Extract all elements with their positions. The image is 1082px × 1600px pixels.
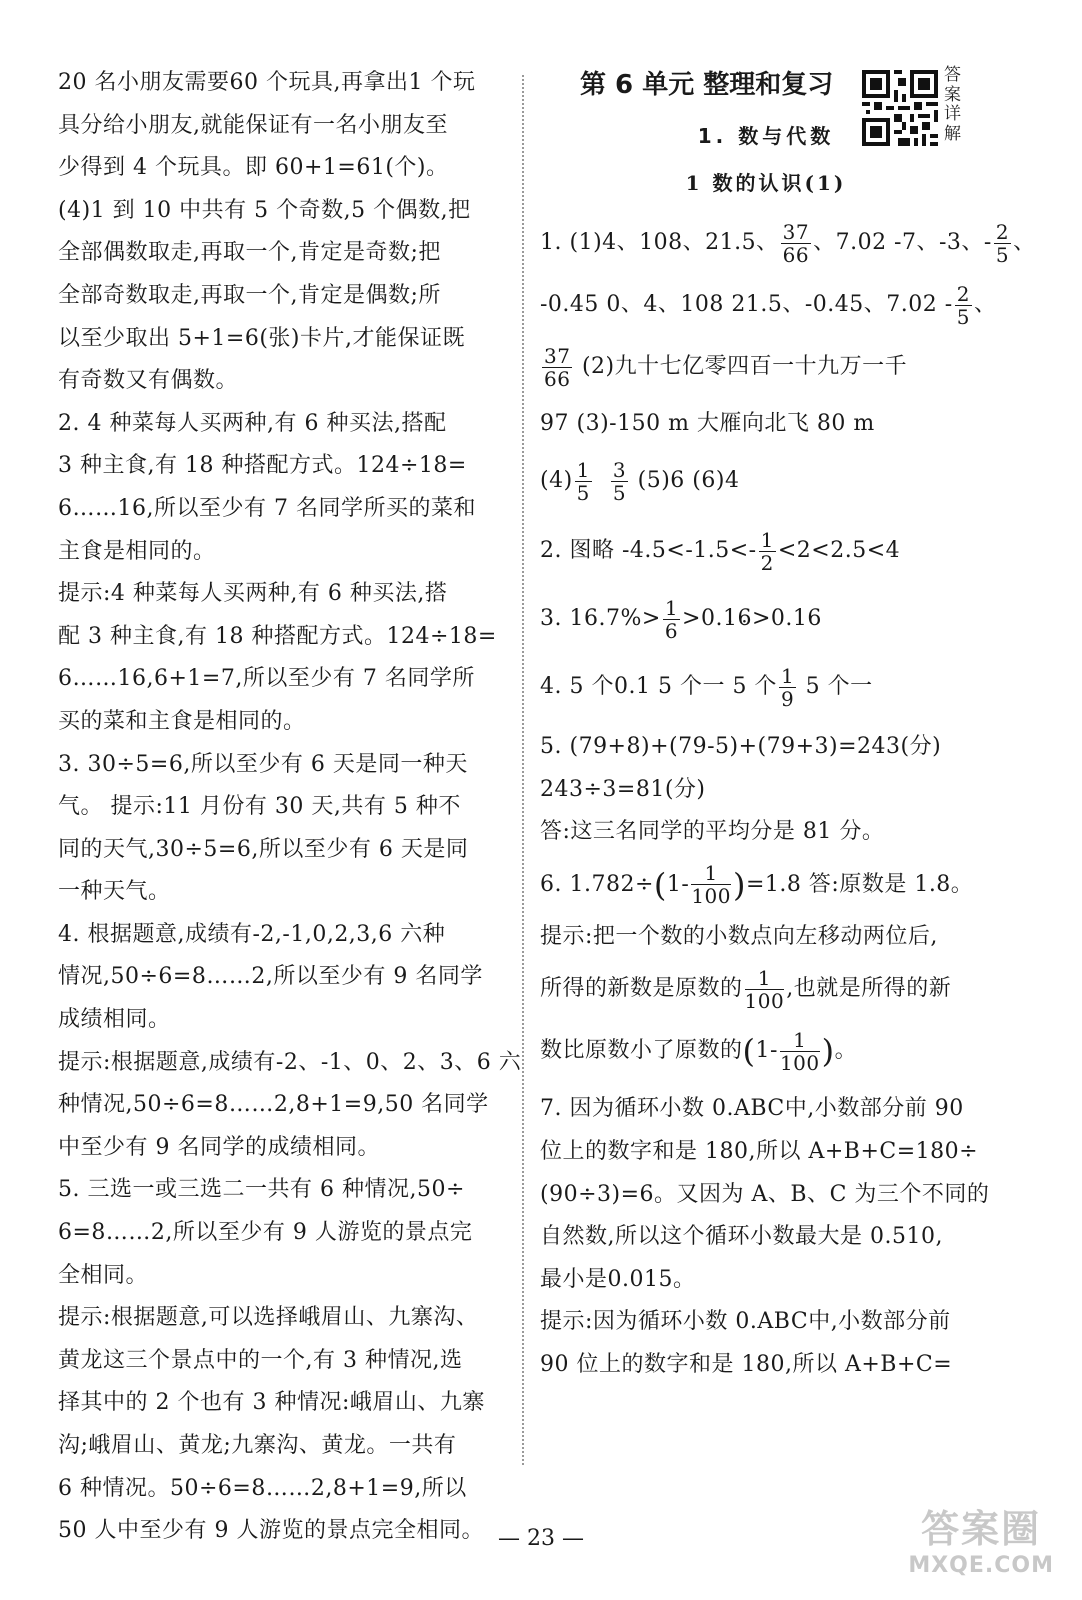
text-line: 3 种主食,有 18 种搭配方式。124÷18=: [58, 453, 467, 479]
text-line: 沟;峨眉山、黄龙;九寨沟、黄龙。一共有: [58, 1433, 457, 1458]
answer-7-line-4: 自然数,所以这个循环小数最大是 0.510,: [540, 1224, 943, 1250]
fraction: [611, 459, 628, 504]
numerator: 2: [995, 219, 1010, 244]
answer-7-line-3: (90÷3)=6。又因为 A、B、C 为三个不同的: [540, 1181, 990, 1207]
text-line: 一种天气。: [58, 879, 171, 905]
fraction: [994, 221, 1011, 266]
text-segment: 、: [1013, 230, 1036, 255]
fraction: [781, 221, 811, 266]
hint-line: 提示:根据题意,成绩有-2、-1、0、2、3、6 六: [58, 1049, 522, 1075]
watermark-logo: 答案圈: [921, 1507, 1042, 1551]
fraction: [779, 665, 796, 710]
text-segment: 数比原数小了原数的: [540, 1038, 743, 1064]
unit-title: 第 6 单元 整理和复习: [580, 70, 834, 100]
numerator: 3: [612, 457, 627, 482]
text-segment: >0.: [682, 606, 723, 631]
denominator: 5: [995, 242, 1010, 267]
repeating-digit: · 1: [723, 606, 738, 631]
denominator: 5: [576, 480, 590, 505]
watermark: [908, 1498, 1054, 1578]
text-segment: 5 个一: [798, 674, 873, 699]
fraction: [759, 529, 776, 574]
numerator: 37: [544, 343, 571, 368]
numerator: 1: [745, 967, 785, 990]
text-segment: 、7.02 -7、-3、-: [813, 230, 992, 255]
denominator: 100: [691, 884, 732, 909]
numerator: 1: [576, 457, 590, 482]
answer-7-line-1: 7. 因为循环小数 0.ABC中,小数部分前 90: [540, 1096, 964, 1122]
section-title: 1. 数与代数: [697, 124, 835, 148]
page-number: — 23 —: [498, 1526, 584, 1551]
text-segment: 、: [973, 292, 997, 317]
text-segment: ,也就是所得的新: [786, 976, 952, 1002]
column-divider: [522, 75, 524, 1465]
fraction: [780, 1029, 820, 1074]
answer-1-line-5: [540, 450, 992, 512]
denominator: 9: [780, 686, 795, 711]
denominator: 100: [779, 1050, 820, 1075]
hint-line: 提示:4 种菜每人买两种,有 6 种买法,搭: [58, 581, 448, 607]
hint-line: 提示:根据题意,可以选择峨眉山、九寨沟、: [58, 1305, 479, 1331]
text-segment: 4. 5 个0.1 5 个一 5 个: [540, 674, 777, 699]
numerator: 2: [956, 281, 970, 306]
text-segment: 2. 图略 -4.5<-1.5<-: [540, 538, 757, 563]
text-line: 择其中的 2 个也有 3 种情况:峨眉山、九寨: [58, 1390, 485, 1416]
text-line: 少得到 4 个玩具。即 60+1=61(个)。: [58, 155, 449, 181]
text-line: 5. 三选一或三选二一共有 6 种情况,50÷: [58, 1177, 465, 1203]
text-line: 6……16,所以至少有 7 名同学所买的菜和: [58, 495, 476, 521]
answer-3: [540, 588, 992, 650]
answer-2: [540, 520, 992, 582]
numerator: 1: [664, 595, 679, 620]
answer-1-line-2: [540, 274, 997, 336]
text-line: 6……16,6+1=7,所以至少有 7 名同学所: [58, 666, 475, 692]
text-line: 全相同。: [58, 1262, 149, 1288]
numerator: 37: [782, 219, 810, 244]
numerator: 1: [780, 663, 795, 688]
text-line: 2. 4 种菜每人买两种,有 6 种买法,搭配: [58, 410, 447, 436]
answer-1-line-4: 97 (3)-150 m 大雁向北飞 80 m: [540, 411, 875, 436]
text-segment: <2<2.5<4: [777, 538, 901, 563]
text-line: 6=8……2,所以至少有 9 人游览的景点完: [58, 1220, 473, 1246]
text-segment: 。: [834, 1038, 858, 1064]
text-line: 3. 30÷5=6,所以至少有 6 天是同一种天: [58, 751, 468, 777]
qr-note: 答案详解: [944, 65, 961, 144]
text-line: 买的菜和主食是相同的。: [58, 708, 306, 734]
paren-close: ): [821, 1032, 835, 1071]
text-line: 全部偶数取走,再取一个,肯定是奇数;把: [58, 240, 441, 266]
denominator: 66: [544, 366, 571, 391]
text-line: 具分给小朋友,就能保证有一名小朋友至: [58, 112, 448, 138]
fraction: [955, 283, 972, 328]
answer-7-line-2: 位上的数字和是 180,所以 A+B+C=180÷: [540, 1138, 979, 1164]
text-line: 黄龙这三个景点中的一个,有 3 种情况,选: [58, 1347, 463, 1373]
text-segment: (4): [540, 468, 573, 493]
text-line: 6 种情况。50÷6=8……2,8+1=9,所以: [58, 1475, 467, 1501]
fraction: [575, 459, 592, 504]
text-segment: >0.16: [751, 606, 822, 631]
text-segment: (2)九十七亿零四百一十九万一千: [574, 354, 908, 379]
text-segment: 1-: [666, 871, 690, 897]
fraction: [691, 862, 731, 907]
hint-7-line-2: 90 位上的数字和是 180,所以 A+B+C=: [540, 1351, 953, 1377]
denominator: 6: [664, 618, 679, 643]
text-line: 配 3 种主食,有 18 种搭配方式。124÷18=: [58, 623, 497, 649]
text-line: 50 人中至少有 9 人游览的景点完全相同。: [58, 1518, 484, 1544]
answer-7-line-5: 最小是0.015。: [540, 1266, 696, 1292]
hint-6-line-3: [540, 1020, 992, 1082]
fraction: [663, 597, 680, 642]
numerator: 1: [691, 862, 731, 885]
answer-5-line-1: 5. (79+8)+(79-5)+(79+3)=243(分): [540, 734, 942, 759]
hint-7-line-1: 提示:因为循环小数 0.ABC中,小数部分前: [540, 1309, 951, 1335]
denominator: 5: [612, 480, 627, 505]
text-line: 主食是相同的。: [58, 538, 216, 564]
text-line: 以至少取出 5+1=6(张)卡片,才能保证既: [58, 325, 466, 351]
answer-5-line-3: 答:这三名同学的平均分是 81 分。: [540, 819, 885, 845]
text-segment: 3. 16.7%>: [540, 606, 661, 631]
paren-open: (: [653, 865, 667, 904]
repeating-digit: · 6: [737, 606, 752, 631]
answer-5-line-2: 243÷3=81(分): [540, 776, 706, 802]
text-segment: 6. 1.782÷: [540, 871, 654, 897]
fraction: [745, 967, 785, 1012]
denominator: 2: [760, 550, 774, 575]
paren-close: ): [733, 865, 746, 904]
text-line: 成绩相同。: [58, 1007, 171, 1033]
text-line: 全部奇数取走,再取一个,肯定是偶数;所: [58, 282, 441, 308]
text-segment: -0.45 0、4、108 21.5、-0.45、7.02 -: [540, 292, 953, 317]
text-segment: 1. (1)4、108、21.5、: [540, 230, 779, 255]
answer-6: [540, 854, 992, 916]
right-column: [540, 62, 1036, 1387]
text-segment: (5)6 (6)4: [630, 468, 740, 493]
answer-1-line-1: [540, 212, 1036, 274]
paren-open: (: [742, 1032, 756, 1071]
left-column: [58, 62, 522, 1553]
numerator: 1: [780, 1029, 820, 1052]
text-line: 中至少有 9 名同学的成绩相同。: [58, 1134, 380, 1160]
hint-6-line-1: 提示:把一个数的小数点向左移动两位后,: [540, 923, 938, 949]
subsection-title: 1 数的认识(1): [685, 171, 847, 195]
text-line: 气。 提示:11 月份有 30 天,共有 5 种不: [58, 794, 461, 820]
text-segment: 1-: [755, 1038, 778, 1064]
denominator: 100: [744, 988, 785, 1013]
text-line: 有奇数又有偶数。: [58, 368, 239, 394]
answer-4: [540, 656, 992, 718]
text-line: 20 名小朋友需要60 个玩具,再拿出1 个玩: [58, 70, 476, 95]
denominator: 66: [782, 242, 810, 267]
text-segment: 所得的新数是原数的: [540, 976, 743, 1002]
denominator: 5: [956, 304, 970, 329]
fraction: [542, 345, 572, 390]
text-line: 4. 根据题意,成绩有-2,-1,0,2,3,6 六种: [58, 921, 446, 947]
answer-1-line-3: [540, 336, 992, 398]
text-line: 同的天气,30÷5=6,所以至少有 6 天是同: [58, 836, 469, 862]
text-line: 种情况,50÷6=8……2,8+1=9,50 名同学: [58, 1092, 489, 1118]
text-line: (4)1 到 10 中共有 5 个奇数,5 个偶数,把: [58, 197, 471, 223]
hint-6-line-2: [540, 958, 992, 1020]
text-segment: =1.8 答:原数是 1.8。: [746, 871, 974, 897]
text-line: 情况,50÷6=8……2,所以至少有 9 名同学: [58, 964, 483, 990]
numerator: 1: [760, 527, 774, 552]
watermark-url: MXQE.COM: [908, 1553, 1054, 1578]
